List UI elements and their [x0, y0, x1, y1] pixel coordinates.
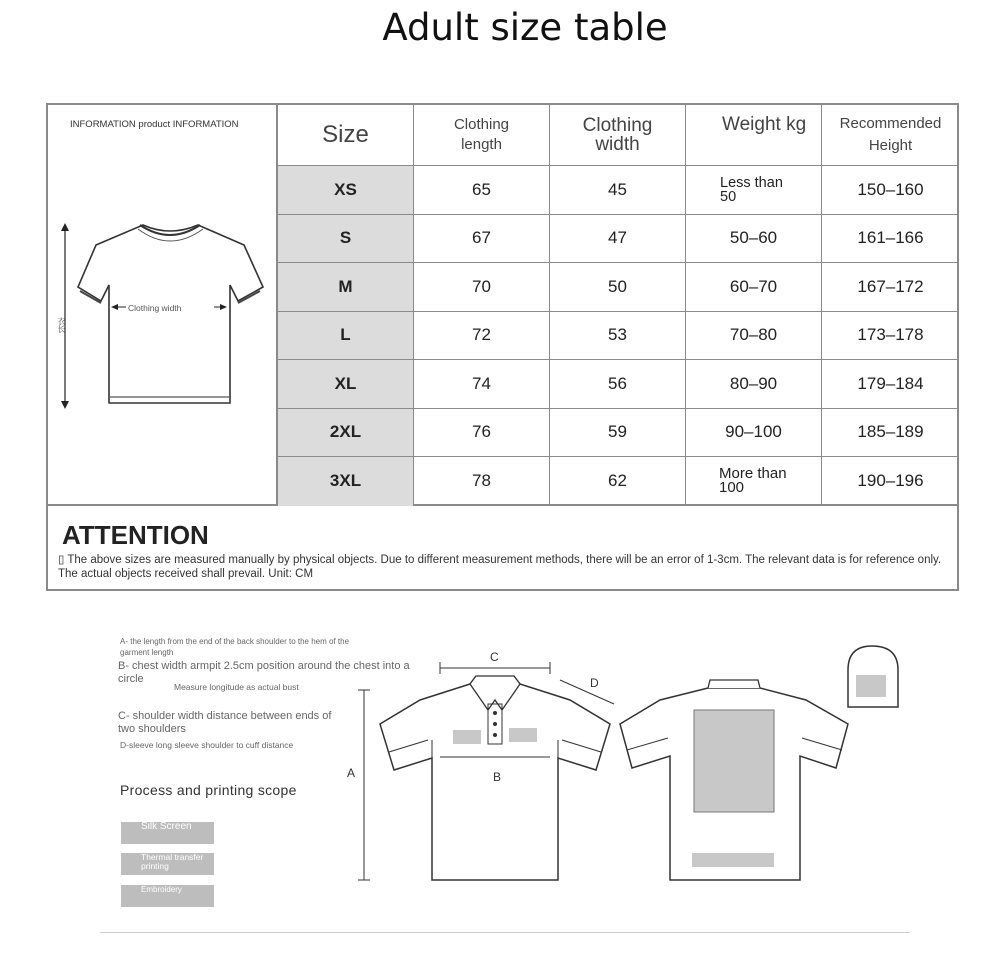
height-cell: 185–189 [822, 409, 959, 458]
width-cell: 50 [550, 263, 686, 312]
process-silk-screen: Silk Screen [121, 822, 214, 844]
height-cell: 161–166 [822, 215, 959, 264]
label-b: B [493, 770, 502, 784]
info-label: INFORMATION product INFORMATION [70, 119, 239, 130]
label-a: A [347, 766, 356, 780]
width-cell: 62 [550, 457, 686, 506]
width-cell: 47 [550, 215, 686, 264]
cap-illustration [848, 646, 898, 707]
size-cell: XL [278, 360, 414, 409]
note-measure: Measure longitude as actual bust [174, 682, 299, 692]
note-a: A- the length from the end of the back shoulder to the hem of the garment length [120, 637, 350, 657]
clothing-width-label: Clothing width [128, 303, 182, 313]
size-cell: 3XL [278, 457, 414, 506]
size-cell: XS [278, 166, 414, 215]
width-cell: 53 [550, 312, 686, 361]
weight-cell: 70–80 [686, 312, 822, 361]
size-cell: S [278, 215, 414, 264]
width-cell: 59 [550, 409, 686, 458]
attention-box [46, 506, 959, 591]
height-cell: 179–184 [822, 360, 959, 409]
attention-title: ATTENTION [62, 520, 209, 550]
size-cell: M [278, 263, 414, 312]
length-cell: 74 [414, 360, 550, 409]
footer-divider [100, 932, 910, 933]
header-weight: Weight kg [686, 105, 822, 166]
clothing-length-mark: 衣长 [57, 317, 66, 333]
polo-back [620, 680, 848, 880]
process-thermal-transfer: Thermal transfer printing [121, 853, 214, 875]
header-clothing-width: Clothing width [550, 105, 686, 166]
height-cell: 173–178 [822, 312, 959, 361]
size-cell: 2XL [278, 409, 414, 458]
height-cell: 190–196 [857, 471, 924, 491]
note-b: B- chest width armpit 2.5cm position around the chest into a circle [118, 660, 410, 685]
size-table [46, 103, 959, 506]
weight-cell: 60–70 [686, 263, 822, 312]
length-cell: 65 [414, 166, 550, 215]
header-clothing-length: Clothing length [414, 105, 550, 166]
length-cell: 70 [414, 263, 550, 312]
size-cell: L [278, 312, 414, 361]
weight-cell: More than 100 [686, 457, 822, 506]
height-cell: 150–160 [822, 166, 959, 215]
header-recommended-height: Recommended Height [822, 105, 959, 166]
note-c: C- shoulder width distance between ends of two shoulders [118, 710, 332, 735]
label-c: C [490, 650, 499, 664]
weight-cell: 90–100 [686, 409, 822, 458]
process-title: Process and printing scope [120, 782, 297, 798]
height-cell: 167–172 [822, 263, 959, 312]
weight-cell: 50–60 [686, 215, 822, 264]
process-embroidery: Embroidery [121, 885, 214, 907]
length-cell: 67 [414, 215, 550, 264]
weight-cell: Less than 50 [686, 166, 822, 215]
label-d: D [590, 676, 599, 690]
length-cell: 76 [414, 409, 550, 458]
note-d: D-sleeve long sleeve shoulder to cuff distance [120, 740, 294, 750]
length-cell: 78 [414, 457, 550, 506]
tshirt-illustration [48, 215, 276, 535]
width-cell: 45 [550, 166, 686, 215]
attention-text: ▯ The above sizes are measured manually by physical objects. Due to different measurement methods, there will be an error of 1-3cm. The relevant data is for reference only. The actual objects received shall prevail. Unit: CM [58, 554, 942, 580]
page-title: Adult size table [382, 6, 668, 49]
polo-diagram [0, 600, 1000, 920]
width-cell: 56 [550, 360, 686, 409]
size-grid [278, 105, 959, 506]
length-cell: 72 [414, 312, 550, 361]
header-size: Size [278, 105, 414, 166]
info-panel [48, 105, 278, 506]
weight-cell: 80–90 [686, 360, 822, 409]
